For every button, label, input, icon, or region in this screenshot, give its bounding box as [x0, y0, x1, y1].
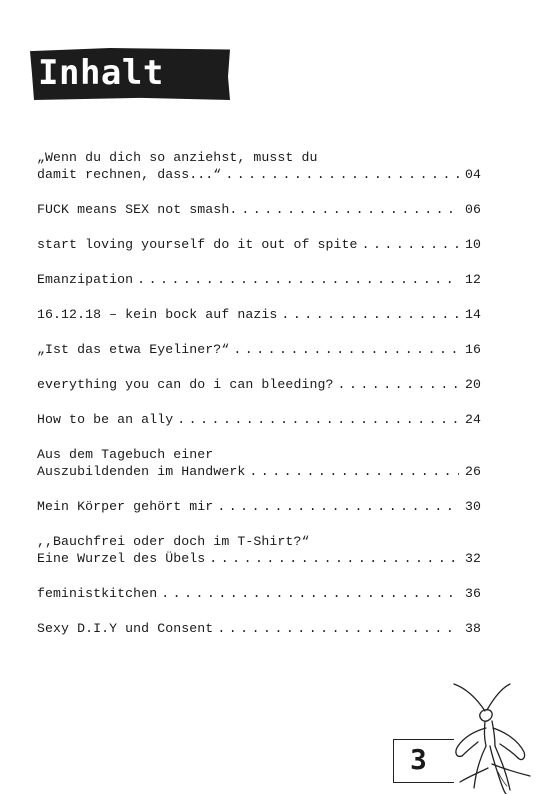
toc-entry-row	[37, 271, 481, 288]
toc-entry-title: FUCK means SEX not smash.	[37, 202, 238, 217]
dot-leader	[241, 201, 459, 218]
toc-entry[interactable]	[37, 149, 481, 183]
toc-entry[interactable]	[37, 411, 481, 428]
dot-leader	[217, 498, 459, 515]
toc-entry-title: Emanzipation	[37, 272, 134, 287]
toc-page-number: 38	[464, 621, 481, 636]
toc-entry[interactable]	[37, 271, 481, 288]
toc-entry-title: everything you can do i can bleeding?	[37, 377, 334, 392]
toc-entry-title: How to be an ally	[37, 412, 174, 427]
toc-entry[interactable]	[37, 446, 481, 480]
toc-entry[interactable]	[37, 201, 481, 218]
mantis-illustration	[440, 676, 559, 794]
toc-page-number: 24	[464, 412, 481, 427]
toc-entry-row	[37, 550, 481, 567]
toc-entry[interactable]	[37, 376, 481, 393]
dot-leader	[209, 550, 459, 567]
dot-leader	[362, 236, 459, 253]
dot-leader	[281, 306, 459, 323]
toc-entry[interactable]	[37, 620, 481, 637]
toc-page-number: 36	[464, 586, 481, 601]
table-of-contents	[37, 149, 481, 655]
toc-entry-row	[37, 411, 481, 428]
dot-leader	[177, 411, 459, 428]
toc-entry[interactable]	[37, 236, 481, 253]
toc-entry-row	[37, 236, 481, 253]
toc-page-number: 32	[464, 551, 481, 566]
toc-page-number: 20	[464, 377, 481, 392]
dot-leader	[233, 341, 459, 358]
toc-entry-row	[37, 341, 481, 358]
page-number: 3	[410, 743, 427, 776]
toc-entry-row	[37, 166, 481, 183]
toc-entry-row	[37, 376, 481, 393]
dot-leader	[249, 463, 459, 480]
toc-entry-title: Eine Wurzel des Übels	[37, 551, 206, 566]
dot-leader	[338, 376, 459, 393]
page-title: Inhalt	[38, 53, 164, 93]
toc-entry-title-line: Aus dem Tagebuch einer	[37, 447, 214, 462]
toc-page-number: 30	[464, 499, 481, 514]
toc-page-number: 06	[464, 202, 481, 217]
toc-entry-title: Mein Körper gehört mir	[37, 499, 214, 514]
toc-page-number: 10	[464, 237, 481, 252]
toc-page-number: 12	[464, 272, 481, 287]
toc-entry-title: „Ist das etwa Eyeliner?“	[37, 342, 230, 357]
toc-entry-row	[37, 498, 481, 515]
toc-entry-title: feministkitchen	[37, 586, 158, 601]
toc-entry[interactable]	[37, 341, 481, 358]
dot-leader	[161, 585, 459, 602]
toc-entry-row	[37, 585, 481, 602]
dot-leader	[225, 166, 459, 183]
toc-entry-title: Auszubildenden im Handwerk	[37, 464, 246, 479]
toc-page-number: 04	[464, 167, 481, 182]
toc-entry[interactable]	[37, 306, 481, 323]
toc-entry-row	[37, 463, 481, 480]
toc-page-number: 26	[464, 464, 481, 479]
toc-page-number: 14	[464, 307, 481, 322]
toc-entry-title: 16.12.18 – kein bock auf nazis	[37, 307, 278, 322]
dot-leader	[217, 620, 459, 637]
toc-entry[interactable]	[37, 498, 481, 515]
toc-entry-title-line: „Wenn du dich so anziehst, musst du	[37, 150, 318, 165]
toc-entry[interactable]	[37, 585, 481, 602]
toc-entry-title-line: ,,Bauchfrei oder doch im T-Shirt?“	[37, 534, 310, 549]
toc-entry-title: damit rechnen, dass...“	[37, 167, 222, 182]
toc-entry-row	[37, 620, 481, 637]
toc-entry-row	[37, 201, 481, 218]
toc-entry-row	[37, 306, 481, 323]
dot-leader	[137, 271, 459, 288]
toc-page-number: 16	[464, 342, 481, 357]
toc-entry-title: start loving yourself do it out of spite	[37, 237, 358, 252]
toc-entry[interactable]	[37, 533, 481, 567]
toc-entry-title: Sexy D.I.Y und Consent	[37, 621, 214, 636]
